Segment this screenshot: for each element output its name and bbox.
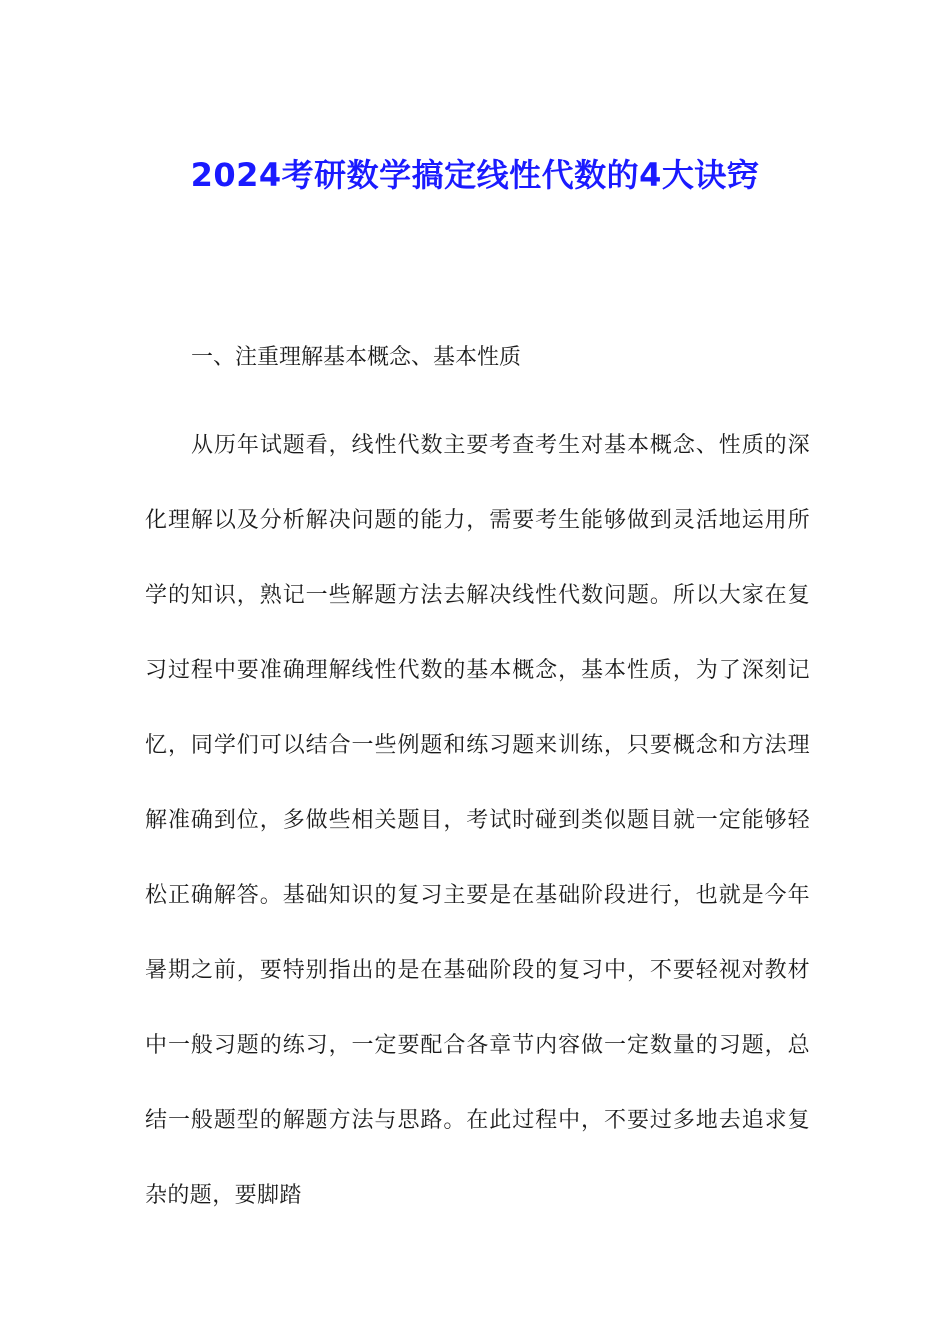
section-heading: 一、注重理解基本概念、基本性质	[191, 345, 522, 370]
document-body	[145, 332, 810, 1233]
body-paragraph: 从历年试题看，线性代数主要考查考生对基本概念、性质的深化理解以及分析解决问题的能力，需要考生能够做到灵活地运用所学的知识，熟记一些解题方法去解决线性代数问题。所以大家在复习过程中要准确理解线性代数的基本概念，基本性质，为了深刻记忆，同学们可以结合一些例题和练习题来训练，只要概念和方法理解准确到位，多做些相关题目，考试时碰到类似题目就一定能够轻松正确解答。基础知识的复习主要是在基础阶段进行，也就是今年暑期之前，要特别指出的是在基础阶段的复习中，不要轻视对教材中一般习题的练习，一定要配合各章节内容做一定数量的习题，总结一般题型的解题方法与思路。在此过程中，不要过多地去追求复杂的题，要脚踏	[145, 433, 810, 1208]
document-title: 2024考研数学搞定线性代数的4大诀窍	[190, 156, 760, 195]
